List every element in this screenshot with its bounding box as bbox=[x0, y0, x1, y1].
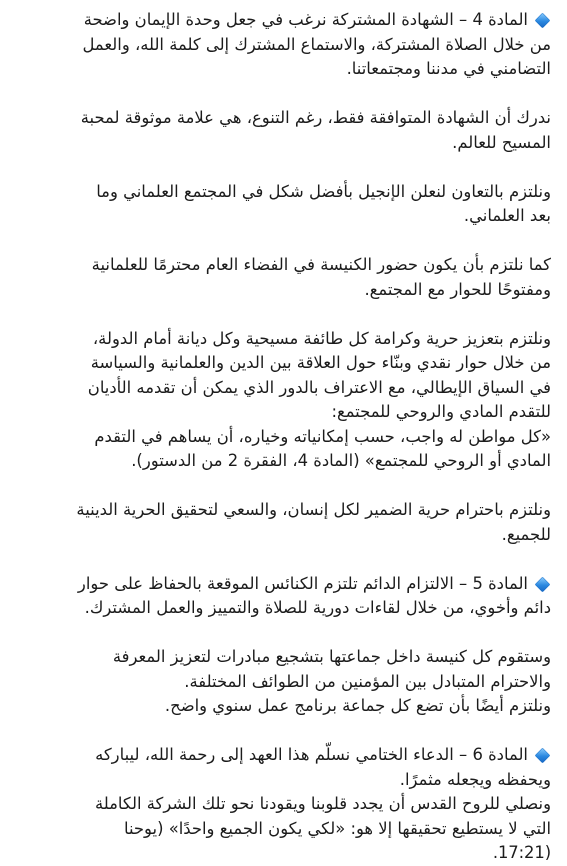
article-5-paragraph-2 bbox=[14, 645, 551, 719]
text-line: التضامني في مدننا ومجتمعاتنا. bbox=[346, 59, 551, 78]
text-line: المادة 5 – الالتزام الدائم تلتزم الكنائس الموقعة بالحفاظ على حوار bbox=[14, 572, 551, 597]
article-4-paragraph-5 bbox=[14, 327, 551, 474]
text-line: ونلتزم بتعزيز حرية وكرامة كل طائفة مسيحية وكل ديانة أمام الدولة، bbox=[92, 328, 551, 348]
constitution-quote-line: المادي أو الروحي للمجتمع» (المادة 4، الفقرة 2 من الدستور). bbox=[131, 451, 551, 470]
text-line: دائم وأخوي، من خلال لقاءات دورية للصلاة والتمييز والعمل المشترك. bbox=[84, 598, 551, 617]
text-line: من خلال حوار نقدي وبنّاء حول العلاقة بين الدين والعلمانية والسياسة bbox=[90, 353, 551, 372]
text-line: للجميع. bbox=[501, 524, 551, 544]
blue-diamond-icon bbox=[535, 13, 551, 29]
blue-diamond-icon bbox=[535, 576, 551, 592]
article-4-paragraph-2 bbox=[14, 106, 551, 155]
text-line: من خلال الصلاة المشتركة، والاستماع المشترك إلى كلمة الله، والعمل bbox=[82, 34, 551, 54]
article-4-paragraph-4 bbox=[14, 253, 551, 302]
article-4-heading-paragraph bbox=[14, 8, 551, 82]
text-line: ندرك أن الشهادة المتوافقة فقط، رغم التنوع، هي علامة موثوقة لمحبة bbox=[80, 108, 551, 127]
text-line: وستقوم كل كنيسة داخل جماعتها بتشجيع مبادرات لتعزيز المعرفة bbox=[112, 647, 551, 666]
article-6-heading-paragraph bbox=[14, 743, 551, 866]
text-line: (17:21. bbox=[492, 843, 551, 862]
text-line: المادة 4 – الشهادة المشتركة نرغب في جعل وحدة الإيمان واضحة bbox=[14, 8, 551, 33]
article-4-paragraph-3 bbox=[14, 180, 551, 229]
text-line: ويحفظه ويجعله مثمرًا. bbox=[399, 769, 551, 789]
text-line: ونلتزم باحترام حرية الضمير لكل إنسان، والسعي لتحقيق الحرية الدينية bbox=[76, 500, 551, 519]
constitution-quote-line: «كل مواطن له واجب، حسب إمكانياته وخياره، أن يساهم في التقدم bbox=[94, 426, 551, 446]
text-line: كما نلتزم بأن يكون حضور الكنيسة في الفضاء العام محترمًا للعلمانية bbox=[91, 255, 551, 274]
text-line: في السياق الإيطالي، مع الاعتراف بالدور الذي يمكن أن تقدمه الأديان bbox=[87, 377, 551, 397]
text-line: ونلتزم بالتعاون لنعلن الإنجيل بأفضل شكل في المجتمع العلماني وما bbox=[96, 181, 551, 201]
article-5-heading-paragraph bbox=[14, 572, 551, 621]
text-line: المسيح للعالم. bbox=[452, 132, 551, 152]
text-line: ونصلي للروح القدس أن يجدد قلوبنا ويقودنا نحو تلك الشركة الكاملة bbox=[94, 794, 551, 813]
text-line: بعد العلماني. bbox=[463, 206, 551, 225]
text-line: المادة 6 – الدعاء الختامي نسلّم هذا العهد إلى رحمة الله، ليباركه bbox=[14, 743, 551, 768]
text-line: ومفتوحًا للحوار مع المجتمع. bbox=[364, 279, 551, 299]
text-line: التي لا يستطيع تحقيقها إلا هو: «لكي يكون الجميع واحدًا» (يوحنا bbox=[123, 818, 551, 838]
text-line: والاحترام المتبادل بين المؤمنين من الطوائف المختلفة. bbox=[184, 671, 551, 691]
text-line: ونلتزم أيضًا بأن تضع كل جماعة برنامج عمل سنوي واضح. bbox=[164, 696, 551, 715]
article-4-paragraph-6 bbox=[14, 498, 551, 547]
blue-diamond-icon bbox=[535, 748, 551, 764]
text-line: للتقدم المادي والروحي للمجتمع: bbox=[331, 402, 551, 421]
